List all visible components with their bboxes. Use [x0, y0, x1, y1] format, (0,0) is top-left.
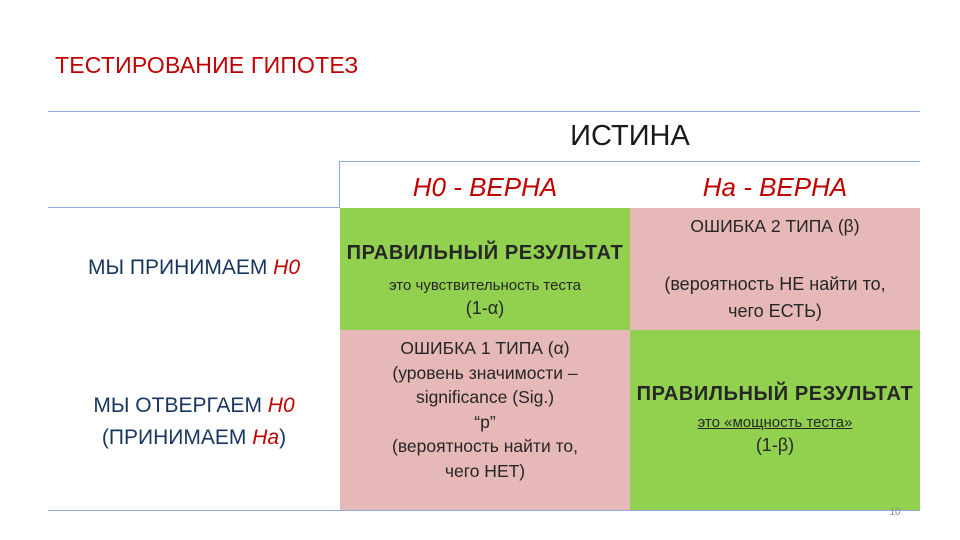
cell-type2-error-title: ОШИБКА 2 ТИПА (β) — [690, 216, 860, 236]
row-header-reject-h0 — [48, 390, 340, 454]
cell-type2-error — [630, 208, 920, 330]
row-header-accept-ha-suffix: ) — [279, 426, 287, 449]
cell-correct-result-1 — [340, 208, 630, 330]
cell-type1-error-line5: (вероятность найти то, — [392, 436, 578, 456]
row-header-accept-h0 — [48, 252, 340, 284]
page-number: 10 — [889, 507, 901, 518]
cell-correct-result-2-formula: (1-β) — [755, 435, 795, 455]
row-header-reject-line2 — [48, 422, 340, 454]
cell-correct-result-1-title: ПРАВИЛЬНЫЙ РЕЗУЛЬТАТ — [346, 242, 624, 264]
table-bottom-rule — [48, 510, 920, 511]
cell-type1-error — [340, 330, 630, 510]
header-divider-rule — [340, 161, 920, 162]
row-header-reject-line1 — [48, 390, 340, 422]
truth-header: ИСТИНА — [570, 120, 690, 152]
column-header-ha-true: Ha - ВЕРНА — [702, 172, 848, 202]
cell-type1-error-line3: significance (Sig.) — [415, 387, 555, 407]
cell-correct-result-1-subtitle: это чувствительность теста — [388, 277, 582, 294]
cell-type2-error-line2: чего ЕСТЬ) — [728, 301, 822, 321]
cell-correct-result-1-formula: (1-α) — [465, 298, 505, 318]
cell-type1-error-line2: (уровень значимости – — [392, 362, 578, 383]
slide-title: ТЕСТИРОВАНИЕ ГИПОТЕЗ — [55, 52, 359, 78]
cell-type2-error-line1: (вероятность НЕ найти то, — [664, 274, 886, 294]
row-label-top-rule — [48, 207, 340, 208]
row-header-accept-prefix: МЫ ПРИНИМАЕМ — [87, 256, 274, 279]
row-header-accept-hyp: H0 — [273, 256, 301, 279]
row-header-reject-prefix: МЫ ОТВЕРГАЕМ — [93, 394, 268, 417]
cell-correct-result-2-title: ПРАВИЛЬНЫЙ РЕЗУЛЬТАТ — [636, 383, 914, 405]
column-header-h0-true: H0 - ВЕРНА — [412, 172, 558, 202]
cell-type1-error-line1: ОШИБКА 1 ТИПА (α) — [400, 338, 570, 358]
cell-correct-result-2-subtitle: это «мощность теста» — [697, 414, 853, 431]
table-top-rule — [48, 111, 920, 112]
row-header-accept-ha-prefix: (ПРИНИМАЕМ — [101, 426, 253, 449]
row-header-reject-hyp: H0 — [267, 394, 295, 417]
cell-correct-result-2 — [630, 330, 920, 510]
cell-type1-error-line6: чего НЕТ) — [444, 460, 526, 481]
cell-type1-error-line4: “p” — [474, 411, 496, 432]
row-header-accept-ha-hyp: Ha — [252, 426, 280, 449]
